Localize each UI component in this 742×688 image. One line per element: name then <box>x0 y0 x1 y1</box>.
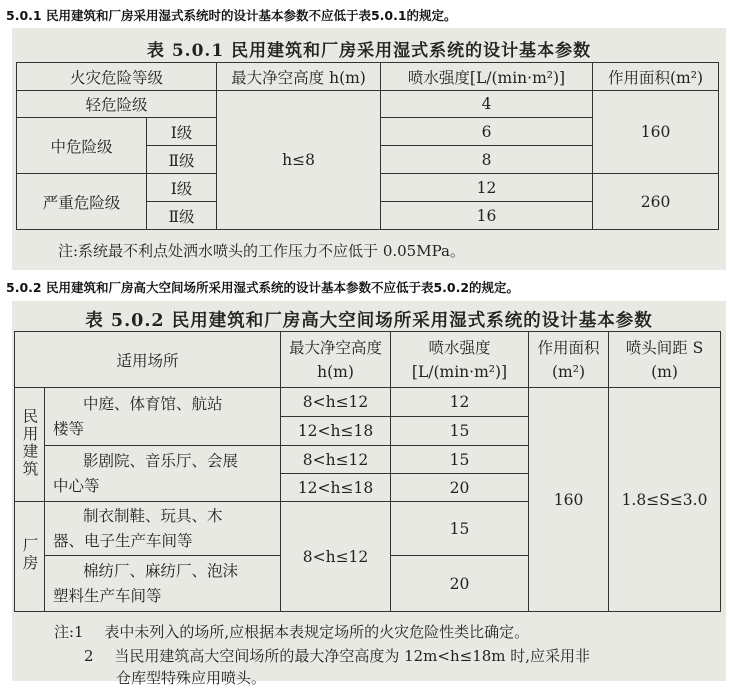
header-spacing-line1: 喷头间距 S <box>625 338 704 357</box>
table-5-0-2-scan <box>12 301 726 687</box>
header-area: 作用面积(m²) <box>593 63 719 91</box>
place-textile-line1: 棉纺厂、麻纺厂、泡沫 <box>83 561 239 580</box>
table-caption: 表 5.0.2 民用建筑和厂房高大空间场所采用湿式系统的设计基本参数 <box>85 311 653 331</box>
header-area-line2: (m²) <box>552 362 586 381</box>
intensity-atrium-high: 15 <box>391 417 529 446</box>
height-value: h≤8 <box>217 91 381 230</box>
note-2-text-line1: 当民用建筑高大空间场所的最大净空高度为 12m<h≤18m 时,应采用非 <box>114 647 591 665</box>
spacing-value: 1.8≤S≤3.0 <box>609 388 721 612</box>
design-parameters-grid <box>16 62 719 230</box>
note-label: 注:1 <box>54 623 84 641</box>
place-atrium <box>45 388 281 446</box>
section-heading-5-0-2: 5.0.2 民用建筑和厂房高大空间场所采用湿式系统的设计基本参数不应低于表5.0.2的规定。 <box>6 280 520 295</box>
intensity-medium-1: 6 <box>381 118 593 146</box>
height-atrium-high: 12<h≤18 <box>281 417 391 446</box>
table-row <box>17 91 719 118</box>
table-caption: 表 5.0.1 民用建筑和厂房采用湿式系统的设计基本参数 <box>146 41 592 61</box>
place-garment-line1: 制衣制鞋、玩具、木 <box>83 506 223 525</box>
severe-grade-1: Ⅰ级 <box>147 174 217 202</box>
place-textile <box>45 556 281 612</box>
header-spacing <box>609 332 721 388</box>
header-intensity-line1: 喷水强度 <box>428 338 491 357</box>
intensity-theater-high: 20 <box>391 474 529 502</box>
severe-grade-2: Ⅱ级 <box>147 202 217 230</box>
header-max-height <box>281 332 391 388</box>
intensity-theater-low: 15 <box>391 446 529 474</box>
table-row <box>15 388 721 417</box>
place-atrium-line2: 楼等 <box>53 419 85 438</box>
height-theater-high: 12<h≤18 <box>281 474 391 502</box>
header-intensity: 喷水强度[L/(min·m²)] <box>381 63 593 91</box>
medium-grade-1: Ⅰ级 <box>147 118 217 146</box>
note-1 <box>54 621 529 642</box>
header-intensity-line2: [L/(min·m²)] <box>411 362 508 381</box>
height-theater-low: 8<h≤12 <box>281 446 391 474</box>
group-factory-text: 厂房 <box>20 537 39 572</box>
note-1-text: 表中未列入的场所,应根据本表规定场所的火灾危险性类比确定。 <box>104 623 530 641</box>
intensity-medium-2: 8 <box>381 146 593 174</box>
table-5-0-1-scan <box>12 28 726 270</box>
header-intensity <box>391 332 529 388</box>
table-header-row <box>15 332 721 388</box>
height-factory: 8<h≤12 <box>281 502 391 612</box>
note-2-number: 2 <box>84 647 94 665</box>
header-max-height-line1: 最大净空高度 <box>289 338 383 357</box>
height-atrium-low: 8<h≤12 <box>281 388 391 417</box>
note-2-continuation: 仓库型特殊应用喷头。 <box>116 669 267 687</box>
header-hazard-level: 火灾危险等级 <box>17 63 217 91</box>
header-area-line1: 作用面积 <box>537 338 600 357</box>
severe-hazard-label: 严重危险级 <box>17 174 147 230</box>
place-theater-line1: 影剧院、音乐厅、会展 <box>83 451 239 470</box>
intensity-severe-1: 12 <box>381 174 593 202</box>
intensity-textile: 20 <box>391 556 529 612</box>
group-civil-label <box>15 388 45 502</box>
place-theater <box>45 446 281 502</box>
group-factory-label <box>15 502 45 612</box>
intensity-light: 4 <box>381 91 593 118</box>
intensity-garment: 15 <box>391 502 529 556</box>
area-light-medium: 160 <box>593 91 719 174</box>
group-civil-text: 民用建筑 <box>20 407 39 478</box>
place-garment-line2: 器、电子生产车间等 <box>53 531 193 550</box>
area-value: 160 <box>529 388 609 612</box>
high-space-parameters-table <box>14 331 721 612</box>
header-max-height-line2: h(m) <box>317 362 354 381</box>
place-garment <box>45 502 281 556</box>
place-theater-line2: 中心等 <box>53 476 100 495</box>
header-max-height: 最大净空高度 h(m) <box>217 63 381 91</box>
table-row <box>17 63 719 91</box>
light-hazard-label: 轻危险级 <box>17 91 217 118</box>
header-spacing-line2: (m) <box>651 362 678 381</box>
section-heading-5-0-1: 5.0.1 民用建筑和厂房采用湿式系统时的设计基本参数不应低于表5.0.1的规定。 <box>6 8 457 23</box>
area-severe: 260 <box>593 174 719 230</box>
note-2 <box>84 645 590 666</box>
table-note: 注:系统最不利点处洒水喷头的工作压力不应低于 0.05MPa。 <box>58 242 465 260</box>
header-area <box>529 332 609 388</box>
medium-hazard-label: 中危险级 <box>17 118 147 174</box>
intensity-severe-2: 16 <box>381 202 593 230</box>
header-place: 适用场所 <box>15 332 281 388</box>
place-textile-line2: 塑料生产车间等 <box>53 586 162 605</box>
medium-grade-2: Ⅱ级 <box>147 146 217 174</box>
intensity-atrium-low: 12 <box>391 388 529 417</box>
place-atrium-line1: 中庭、体育馆、航站 <box>83 394 223 413</box>
